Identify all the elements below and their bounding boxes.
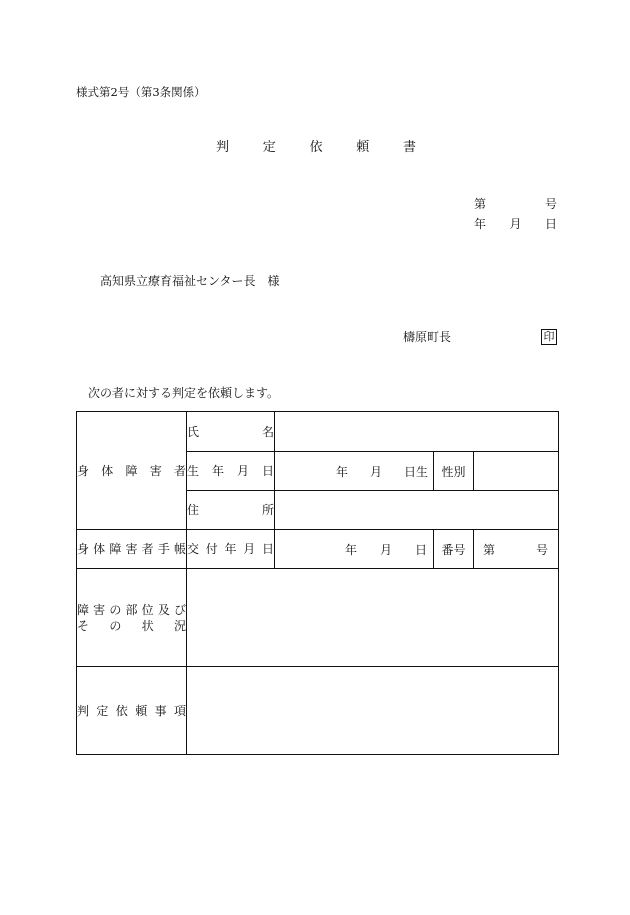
addressee: 高知県立療育福祉センター長 様	[100, 274, 280, 288]
reference-date-day: 日	[544, 217, 557, 231]
name-label-cell	[187, 412, 275, 452]
reference-date-year: 年	[474, 217, 487, 231]
document-title-text: 判定依頼書	[216, 140, 416, 155]
request-label-cell	[77, 667, 187, 755]
table-row-request	[77, 667, 559, 755]
birth-label-cell	[187, 452, 275, 491]
number-suffix: 号	[536, 542, 549, 557]
sex-label: 性別	[441, 464, 466, 479]
birth-units	[275, 463, 433, 480]
person-group-label: 身体障害者	[77, 463, 186, 478]
sex-label-cell	[434, 452, 474, 491]
sender-name: 檮原町長	[403, 330, 452, 344]
disability-field	[187, 569, 559, 667]
disability-label-line1: 障害の部位及び	[77, 602, 186, 617]
issue-day-unit: 日	[414, 542, 427, 557]
sex-field	[474, 452, 559, 491]
number-units	[474, 541, 558, 558]
reference-number	[474, 198, 557, 210]
disability-label-line2: その状況	[77, 618, 186, 633]
address-field	[275, 491, 559, 530]
birth-year-unit: 年	[335, 464, 348, 479]
request-field	[187, 667, 559, 755]
reference-number-suffix: 号	[544, 197, 557, 211]
issue-units	[275, 541, 433, 558]
issue-label-cell	[187, 530, 275, 569]
disability-label-cell	[77, 569, 187, 667]
table-row-disability	[77, 569, 559, 667]
number-field	[474, 530, 559, 569]
request-form-table	[76, 411, 559, 755]
seal-mark: 印	[541, 329, 557, 345]
address-label: 住所	[187, 503, 274, 517]
reference-number-prefix: 第	[474, 197, 487, 211]
birth-label: 生年月日	[187, 464, 274, 478]
handbook-label-cell	[77, 530, 187, 569]
reference-date	[474, 218, 557, 230]
form-number: 様式第2号（第3条関係）	[76, 85, 206, 99]
address-label-cell	[187, 491, 275, 530]
table-row-name	[77, 412, 559, 452]
name-field	[275, 412, 559, 452]
issue-label: 交付年月日	[187, 542, 274, 556]
number-label-cell	[434, 530, 474, 569]
number-label: 番号	[441, 542, 466, 557]
birth-field	[275, 452, 434, 491]
issue-date-field	[275, 530, 434, 569]
issue-month-unit: 月	[379, 542, 392, 557]
reference-date-month: 月	[509, 217, 522, 231]
issue-year-unit: 年	[344, 542, 357, 557]
number-prefix: 第	[483, 542, 496, 557]
request-label: 判定依頼事項	[77, 703, 186, 718]
name-label: 氏名	[187, 424, 274, 439]
birth-month-unit: 月	[369, 464, 382, 479]
table-row-handbook	[77, 530, 559, 569]
document-title	[216, 141, 416, 155]
intro-text: 次の者に対する判定を依頼します。	[88, 386, 280, 400]
birth-day-unit: 日生	[403, 464, 428, 479]
person-group-cell	[77, 412, 187, 530]
handbook-label: 身体障害者手帳	[77, 542, 186, 556]
